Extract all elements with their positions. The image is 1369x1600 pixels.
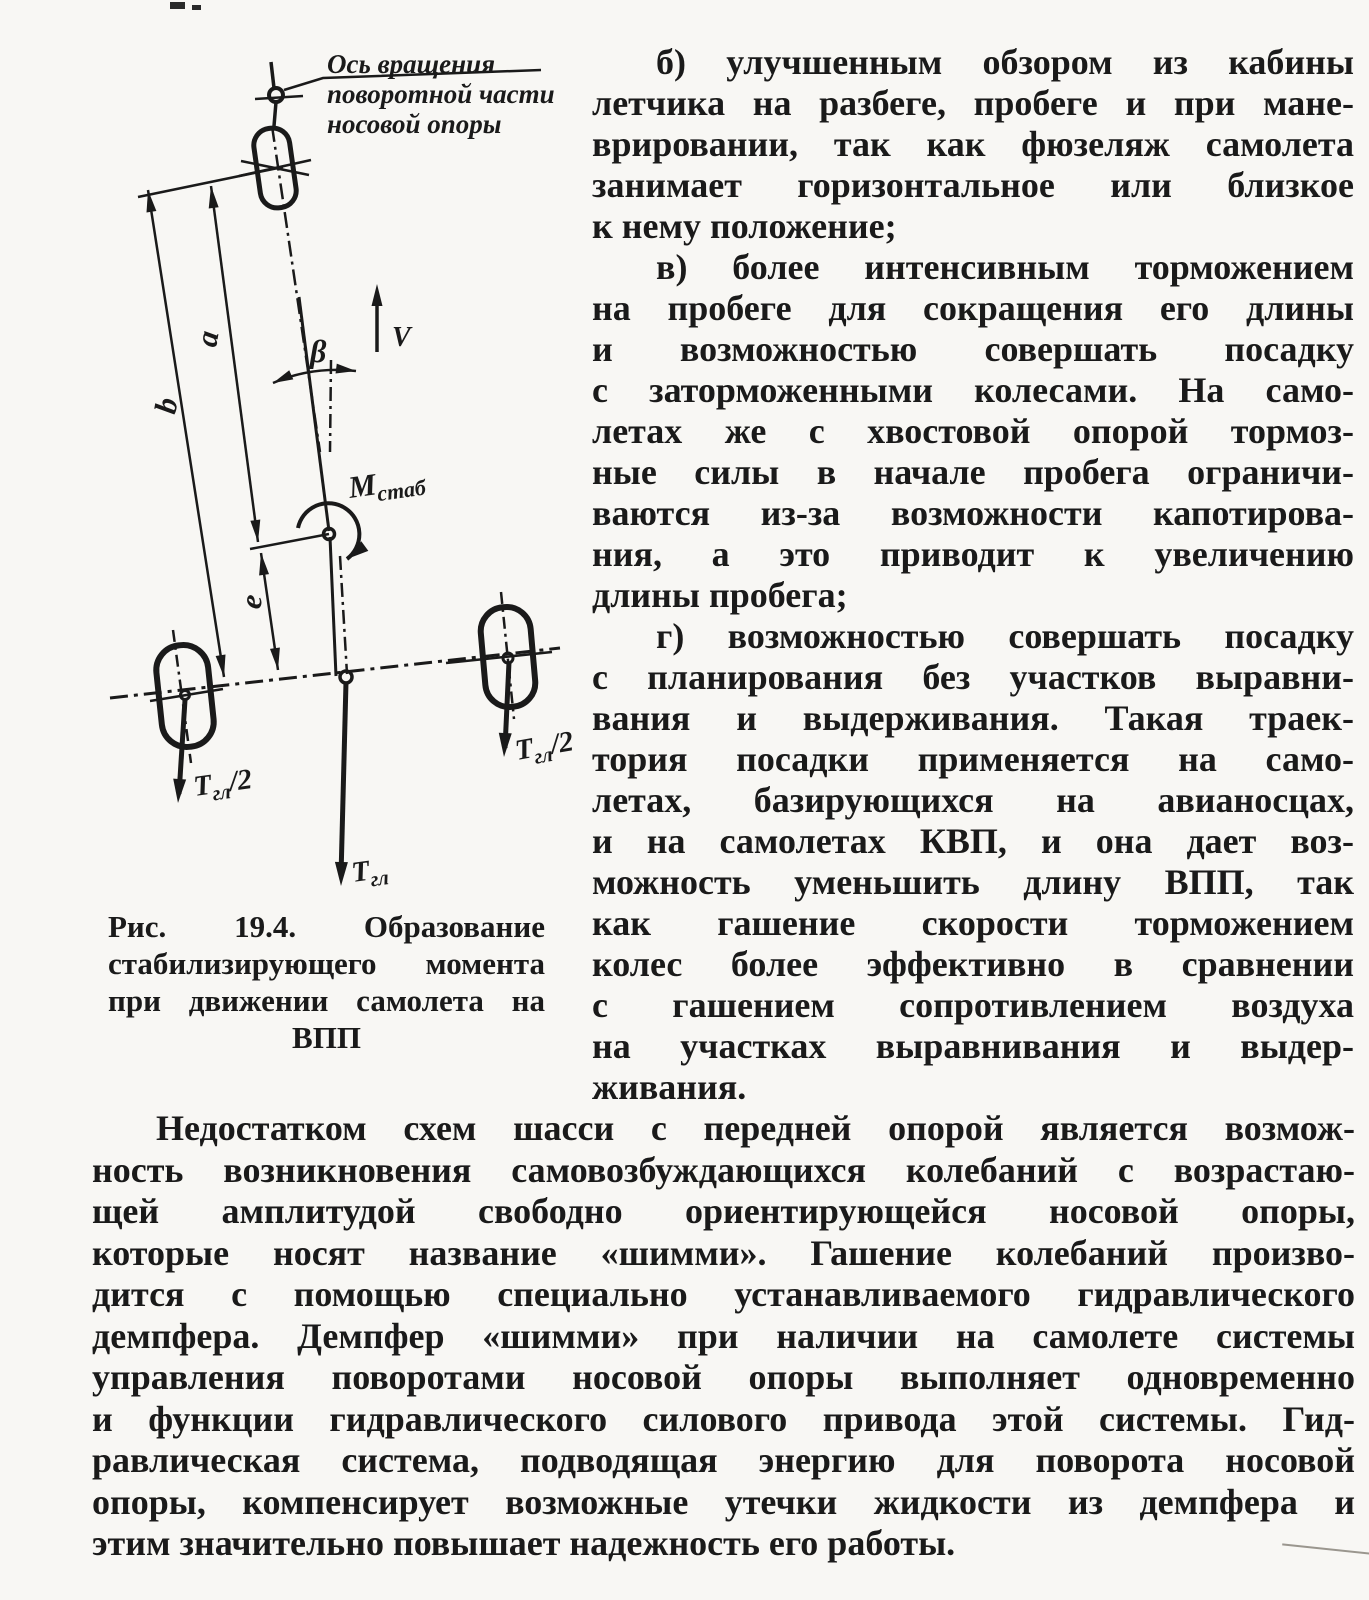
text-line: щей амплитудой свободно ориентирующейся носовой опоры, — [92, 1191, 1355, 1231]
velocity-label: V — [392, 322, 411, 353]
text-line: демпфера. Демпфер «шимми» при наличии на самолете системы — [92, 1315, 1355, 1356]
text-line: с заторможенными колесами. На само- — [592, 370, 1354, 410]
text-line: г) возможностью совершать посадку — [656, 616, 1354, 656]
text-line: ные силы в начале пробега ограничи- — [592, 452, 1354, 492]
scan-speck — [192, 5, 201, 10]
text-line: опоры, компенсирует возможные утечки жидкости из демпфера и — [92, 1481, 1355, 1522]
moment-arc — [298, 503, 359, 559]
text-line: управления поворотами носовой опоры выполняет одновременно — [92, 1357, 1355, 1397]
text-line: можность уменьшить длину ВПП, так — [592, 862, 1354, 902]
text-line: летчика на разбеге, пробеге и при мане- — [592, 83, 1354, 123]
text-line: Рис. 19.4. Образование — [108, 909, 545, 944]
text-line: тория посадки применяется на само- — [592, 739, 1354, 779]
text-line: равлическая система, подводящая энергию для поворота носовой — [92, 1440, 1355, 1480]
dim-line-b — [148, 190, 224, 677]
text-line: на участках выравнивания и выдер- — [592, 1026, 1354, 1066]
text-line: при движении самолета на — [108, 983, 545, 1018]
velocity-direction-dashdot — [330, 360, 331, 452]
left-force-arrowhead — [172, 779, 187, 804]
text-line: на пробеге для сокращения его длины — [592, 288, 1354, 328]
text-line: стабилизирующего момента — [108, 946, 545, 981]
velocity-arrowhead — [372, 284, 383, 306]
text-line: и возможностью совершать посадку — [592, 329, 1354, 369]
text-line: ВПП — [292, 1020, 361, 1055]
text-line: к нему положение; — [592, 206, 897, 246]
text-line: занимает горизонтальное или близкое — [592, 165, 1354, 205]
nose-pivot-axis-circle — [269, 88, 283, 102]
text-line: живания. — [592, 1067, 747, 1107]
dim-tick-cg — [250, 534, 329, 549]
axis-label-line2: поворотной части — [327, 79, 555, 109]
center-force-arrow-shaft — [341, 682, 346, 876]
text-line: длины пробега; — [592, 575, 848, 615]
right-text-column — [592, 42, 1354, 1108]
bottom-paragraph — [92, 1108, 1355, 1565]
text-line: ность возникновения самовозбуждающихся колебаний с возрастаю- — [92, 1149, 1355, 1190]
text-line: ния, а это приводит к увеличению — [592, 534, 1354, 574]
nose-strut-line2 — [274, 102, 276, 126]
beta-label: β — [310, 333, 327, 369]
text-line: врировании, так как фюзеляж самолета — [592, 124, 1354, 164]
text-line: Недостатком схем шасси с передней опорой является возмож- — [156, 1108, 1355, 1148]
arrowhead — [271, 370, 293, 387]
text-line: этим значительно повышает надежность его работы. — [92, 1523, 956, 1563]
text-line: и функции гидравлического силового привода этой системы. Гид- — [92, 1398, 1355, 1439]
center-force-label: Тгл — [349, 854, 391, 892]
right-force-arrowhead — [498, 733, 512, 758]
figure-caption — [108, 908, 545, 1056]
scan-speck — [170, 2, 185, 9]
right-wheel-hub — [503, 653, 513, 663]
text-line: в) более интенсивным торможением — [656, 247, 1354, 287]
text-line: с гашением сопротивлением воздуха — [592, 985, 1354, 1025]
axis-dashdot-lower — [340, 556, 347, 674]
text-line: которые носят название «шимми». Гашение колебаний произво- — [92, 1232, 1355, 1273]
moment-label: Мстаб — [346, 466, 428, 507]
dim-b-label: b — [147, 394, 185, 417]
nose-pivot-tick — [255, 96, 303, 99]
axis-label-line3: носовой опоры — [327, 109, 502, 139]
text-line: летах же с хвостовой опорой тормоз- — [592, 411, 1354, 451]
text-line: с планирования без участков выравни- — [592, 657, 1354, 697]
dim-a-label: a — [188, 327, 226, 350]
nose-strut-line — [271, 62, 274, 88]
text-line: колес более эффективно в сравнении — [592, 944, 1354, 984]
dim-line-a — [211, 186, 258, 542]
text-line: летах, базирующихся на авианосцах, — [592, 780, 1354, 820]
axis-label-line1: Ось вращения — [327, 49, 496, 79]
dim-e-label: e — [232, 591, 270, 612]
text-line: как гашение скорости торможением — [592, 903, 1354, 943]
text-line: ваются из-за возможности капотирова- — [592, 493, 1354, 533]
center-force-arrowhead — [335, 862, 348, 886]
aircraft-axis-line-lower — [330, 537, 336, 676]
left-force-label: Тгл/2 — [191, 763, 254, 806]
text-line: и на самолетах КВП, и она дает воз- — [592, 821, 1354, 861]
figure-19-4-diagram — [85, 30, 585, 910]
right-force-label: Тгл/2 — [512, 725, 576, 769]
text-line: дится с помощью специально устанавливаемого гидравлического — [92, 1274, 1355, 1314]
text-line: вания и выдерживания. Такая траек- — [592, 698, 1354, 738]
arrowhead — [216, 654, 229, 677]
text-line: б) улучшенным обзором из кабины — [656, 42, 1354, 82]
